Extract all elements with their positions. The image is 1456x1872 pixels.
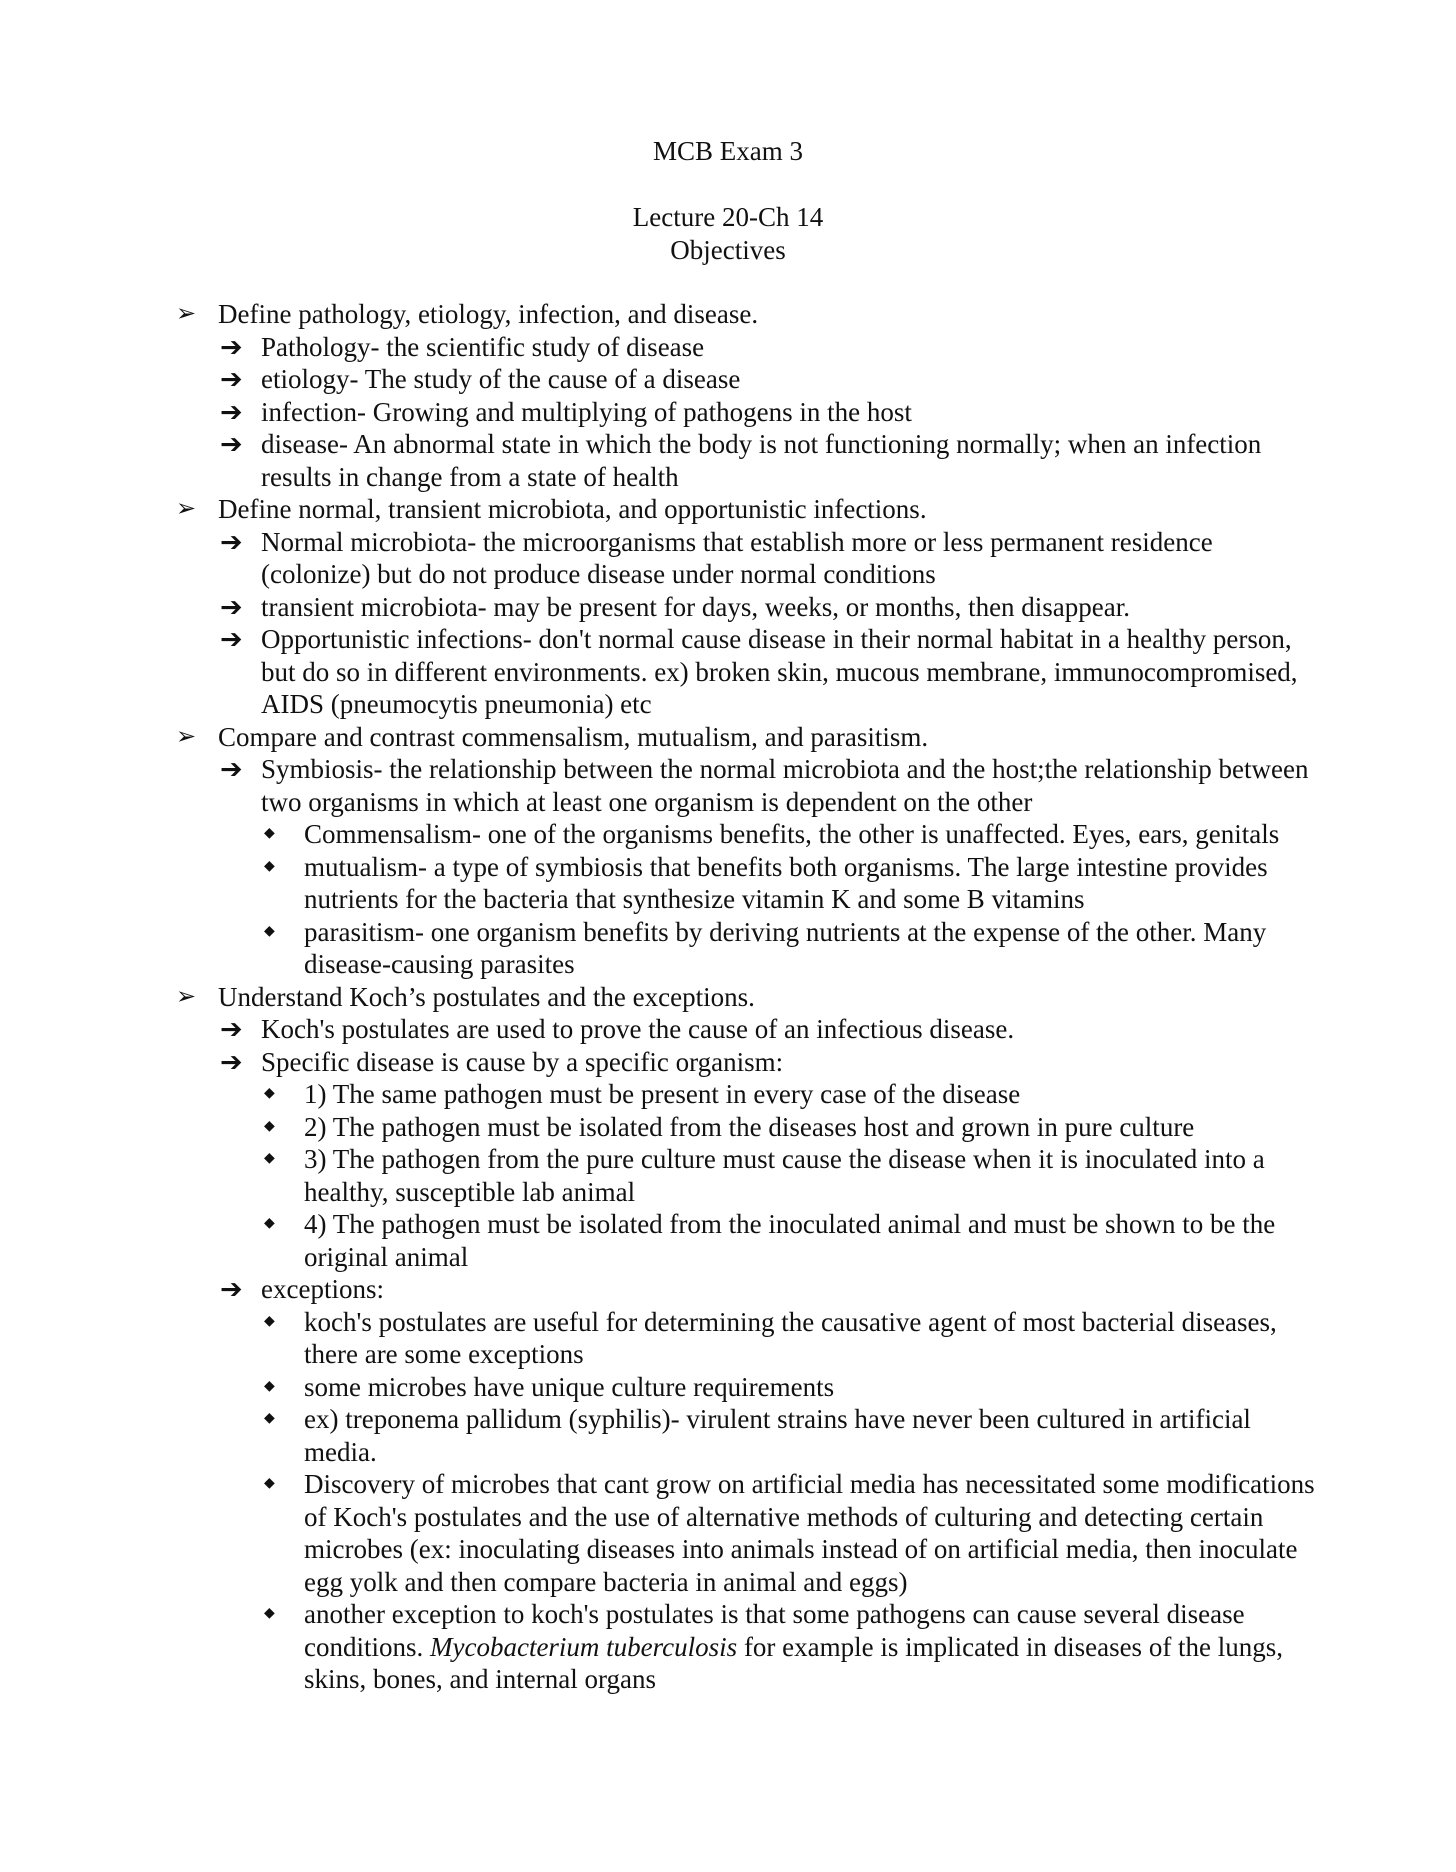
item-text: infection- Growing and multiplying of pathogens in the host: [261, 396, 912, 427]
arrow-bullet-icon: ➔: [220, 1046, 243, 1077]
arrow-bullet-icon: ➔: [220, 331, 243, 362]
arrow-bullet-icon: ➔: [220, 396, 243, 427]
item-text: Define pathology, etiology, infection, and disease.: [218, 299, 759, 329]
detail-bullet: [0, 1111, 1324, 1144]
detail-bullet: [0, 1208, 1324, 1273]
item-text: Pathology- the scientific study of disease: [261, 331, 705, 362]
arrow-bullet-icon: ➔: [220, 1274, 243, 1304]
diamond-bullet-icon: ◆: [264, 1378, 275, 1394]
item-text: ex) treponema pallidum (syphilis)- virulent strains have never been cultured in artificial media.: [304, 1404, 1251, 1467]
detail-bullet: [0, 1468, 1324, 1598]
item-text: Understand Koch’s postulates and the exceptions.: [218, 981, 755, 1012]
diamond-bullet-icon: ◆: [264, 1476, 275, 1491]
detail-bullet: [0, 1143, 1324, 1208]
sub-point: [0, 331, 1321, 364]
item-text: Normal microbiota- the microorganisms that establish more or less permanent residence (colonize) but do not produce disease under normal conditions: [261, 526, 1213, 589]
item-text: another exception to koch's postulates is that some pathogens can cause several disease conditions.: [304, 1599, 1245, 1662]
item-text: etiology- The study of the cause of a disease: [261, 364, 741, 394]
item-text: some microbes have unique culture requirements: [304, 1371, 835, 1402]
objective-item: [0, 721, 1318, 754]
item-text: parasitism- one organism benefits by deriving nutrients at the expense of the other. Many disease-causing parasites: [304, 916, 1267, 979]
objective-item: [0, 298, 1318, 331]
diamond-bullet-icon: ◆: [264, 1411, 275, 1426]
sub-point: [0, 363, 1321, 396]
item-text: Compare and contrast commensalism, mutualism, and parasitism.: [218, 721, 929, 752]
arrow-bullet-icon: ➔: [220, 364, 243, 394]
objectives-label: Objectives: [670, 234, 786, 265]
item-text: 4) The pathogen must be isolated from the inoculated animal and must be shown to be the original animal: [304, 1209, 1276, 1272]
diamond-bullet-icon: ◆: [264, 1313, 275, 1329]
diamond-bullet-icon: ◆: [264, 826, 275, 841]
arrowhead-bullet-icon: ➢: [176, 983, 197, 1010]
arrow-bullet-icon: ➔: [220, 754, 243, 784]
detail-bullet: [0, 1598, 1324, 1696]
detail-bullet: [0, 1403, 1324, 1468]
item-text: Define normal, transient microbiota, and opportunistic infections.: [218, 494, 927, 524]
item-text: Opportunistic infections- don't normal cause disease in their normal habitat in a healthy person, but do so in different environments. ex) broken skin, mucous membrane, immunocompromised, AIDS (pneumocytis pneumonia) etc: [261, 624, 1298, 719]
item-text: koch's postulates are useful for determining the causative agent of most bacterial diseases, there are some exceptions: [304, 1306, 1277, 1369]
diamond-bullet-icon: ◆: [264, 1086, 275, 1101]
objectives-outline: [0, 298, 1456, 1696]
sub-point: [0, 623, 1321, 721]
arrow-bullet-icon: ➔: [220, 624, 243, 654]
item-text: disease- An abnormal state in which the body is not functioning normally; when an infection results in change from a state of health: [261, 429, 1262, 492]
arrow-bullet-icon: ➔: [220, 429, 243, 459]
lecture-label: Lecture 20-Ch 14: [632, 202, 824, 232]
detail-bullet: [0, 1306, 1324, 1371]
item-text: Symbiosis- the relationship between the normal microbiota and the host;the relationship between two organisms in which at least one organism is dependent on the other: [261, 754, 1309, 817]
item-text: Koch's postulates are used to prove the cause of an infectious disease.: [261, 1014, 1015, 1044]
sub-point: [0, 1013, 1321, 1046]
arrowhead-bullet-icon: ➢: [176, 496, 197, 522]
diamond-bullet-icon: ◆: [264, 1606, 275, 1621]
diamond-bullet-icon: ◆: [264, 858, 275, 874]
diamond-bullet-icon: ◆: [264, 923, 275, 939]
item-text: Commensalism- one of the organisms benefits, the other is unaffected. Eyes, ears, genitals: [304, 819, 1280, 849]
item-text: mutualism- a type of symbiosis that benefits both organisms. The large intestine provides nutrients for the bacteria that synthesize vitamin K and some B vitamins: [304, 851, 1268, 914]
arrowhead-bullet-icon: ➢: [176, 301, 197, 327]
item-text-continued: for example is implicated in diseases of the lungs, skins, bones, and internal organs: [304, 1631, 1284, 1694]
objective-item: [0, 981, 1318, 1014]
item-text: exceptions:: [261, 1274, 384, 1304]
item-text: 2) The pathogen must be isolated from the diseases host and grown in pure culture: [304, 1111, 1195, 1142]
item-text: 1) The same pathogen must be present in every case of the disease: [304, 1079, 1021, 1109]
detail-bullet: [0, 916, 1324, 981]
item-text: Discovery of microbes that cant grow on artificial media has necessitated some modifications of Koch's postulates and the use of alternative methods of culturing and detecting certain microbes (ex: inoculating diseases into animals instead of on artificial media, then inoculate egg yolk and then compare bacteria in animal and eggs): [304, 1469, 1315, 1597]
sub-point: [0, 1046, 1321, 1079]
objective-item: [0, 493, 1318, 526]
diamond-bullet-icon: ◆: [264, 1151, 275, 1166]
arrowhead-bullet-icon: ➢: [176, 723, 197, 750]
sub-point: [0, 396, 1321, 429]
item-text: Specific disease is cause by a specific organism:: [261, 1046, 784, 1077]
diamond-bullet-icon: ◆: [264, 1216, 275, 1231]
diamond-bullet-icon: ◆: [264, 1118, 275, 1134]
item-text: 3) The pathogen from the pure culture must cause the disease when it is inoculated into a healthy, susceptible lab animal: [304, 1144, 1265, 1207]
sub-point: [0, 428, 1321, 493]
arrow-bullet-icon: ➔: [220, 1014, 243, 1044]
detail-bullet: [0, 1078, 1324, 1111]
document-title: MCB Exam 3: [652, 136, 803, 166]
sub-point: [0, 753, 1321, 818]
detail-bullet: [0, 851, 1324, 916]
arrow-bullet-icon: ➔: [220, 526, 243, 557]
detail-bullet: [0, 1371, 1324, 1404]
species-name: Mycobacterium tuberculosis: [430, 1631, 738, 1662]
sub-point: [0, 526, 1321, 591]
item-text: transient microbiota- may be present for days, weeks, or months, then disappear.: [261, 591, 1131, 622]
sub-point: [0, 591, 1321, 624]
arrow-bullet-icon: ➔: [220, 591, 243, 622]
detail-bullet: [0, 818, 1324, 851]
sub-point: [0, 1273, 1321, 1306]
lecture-heading: [0, 201, 1456, 266]
